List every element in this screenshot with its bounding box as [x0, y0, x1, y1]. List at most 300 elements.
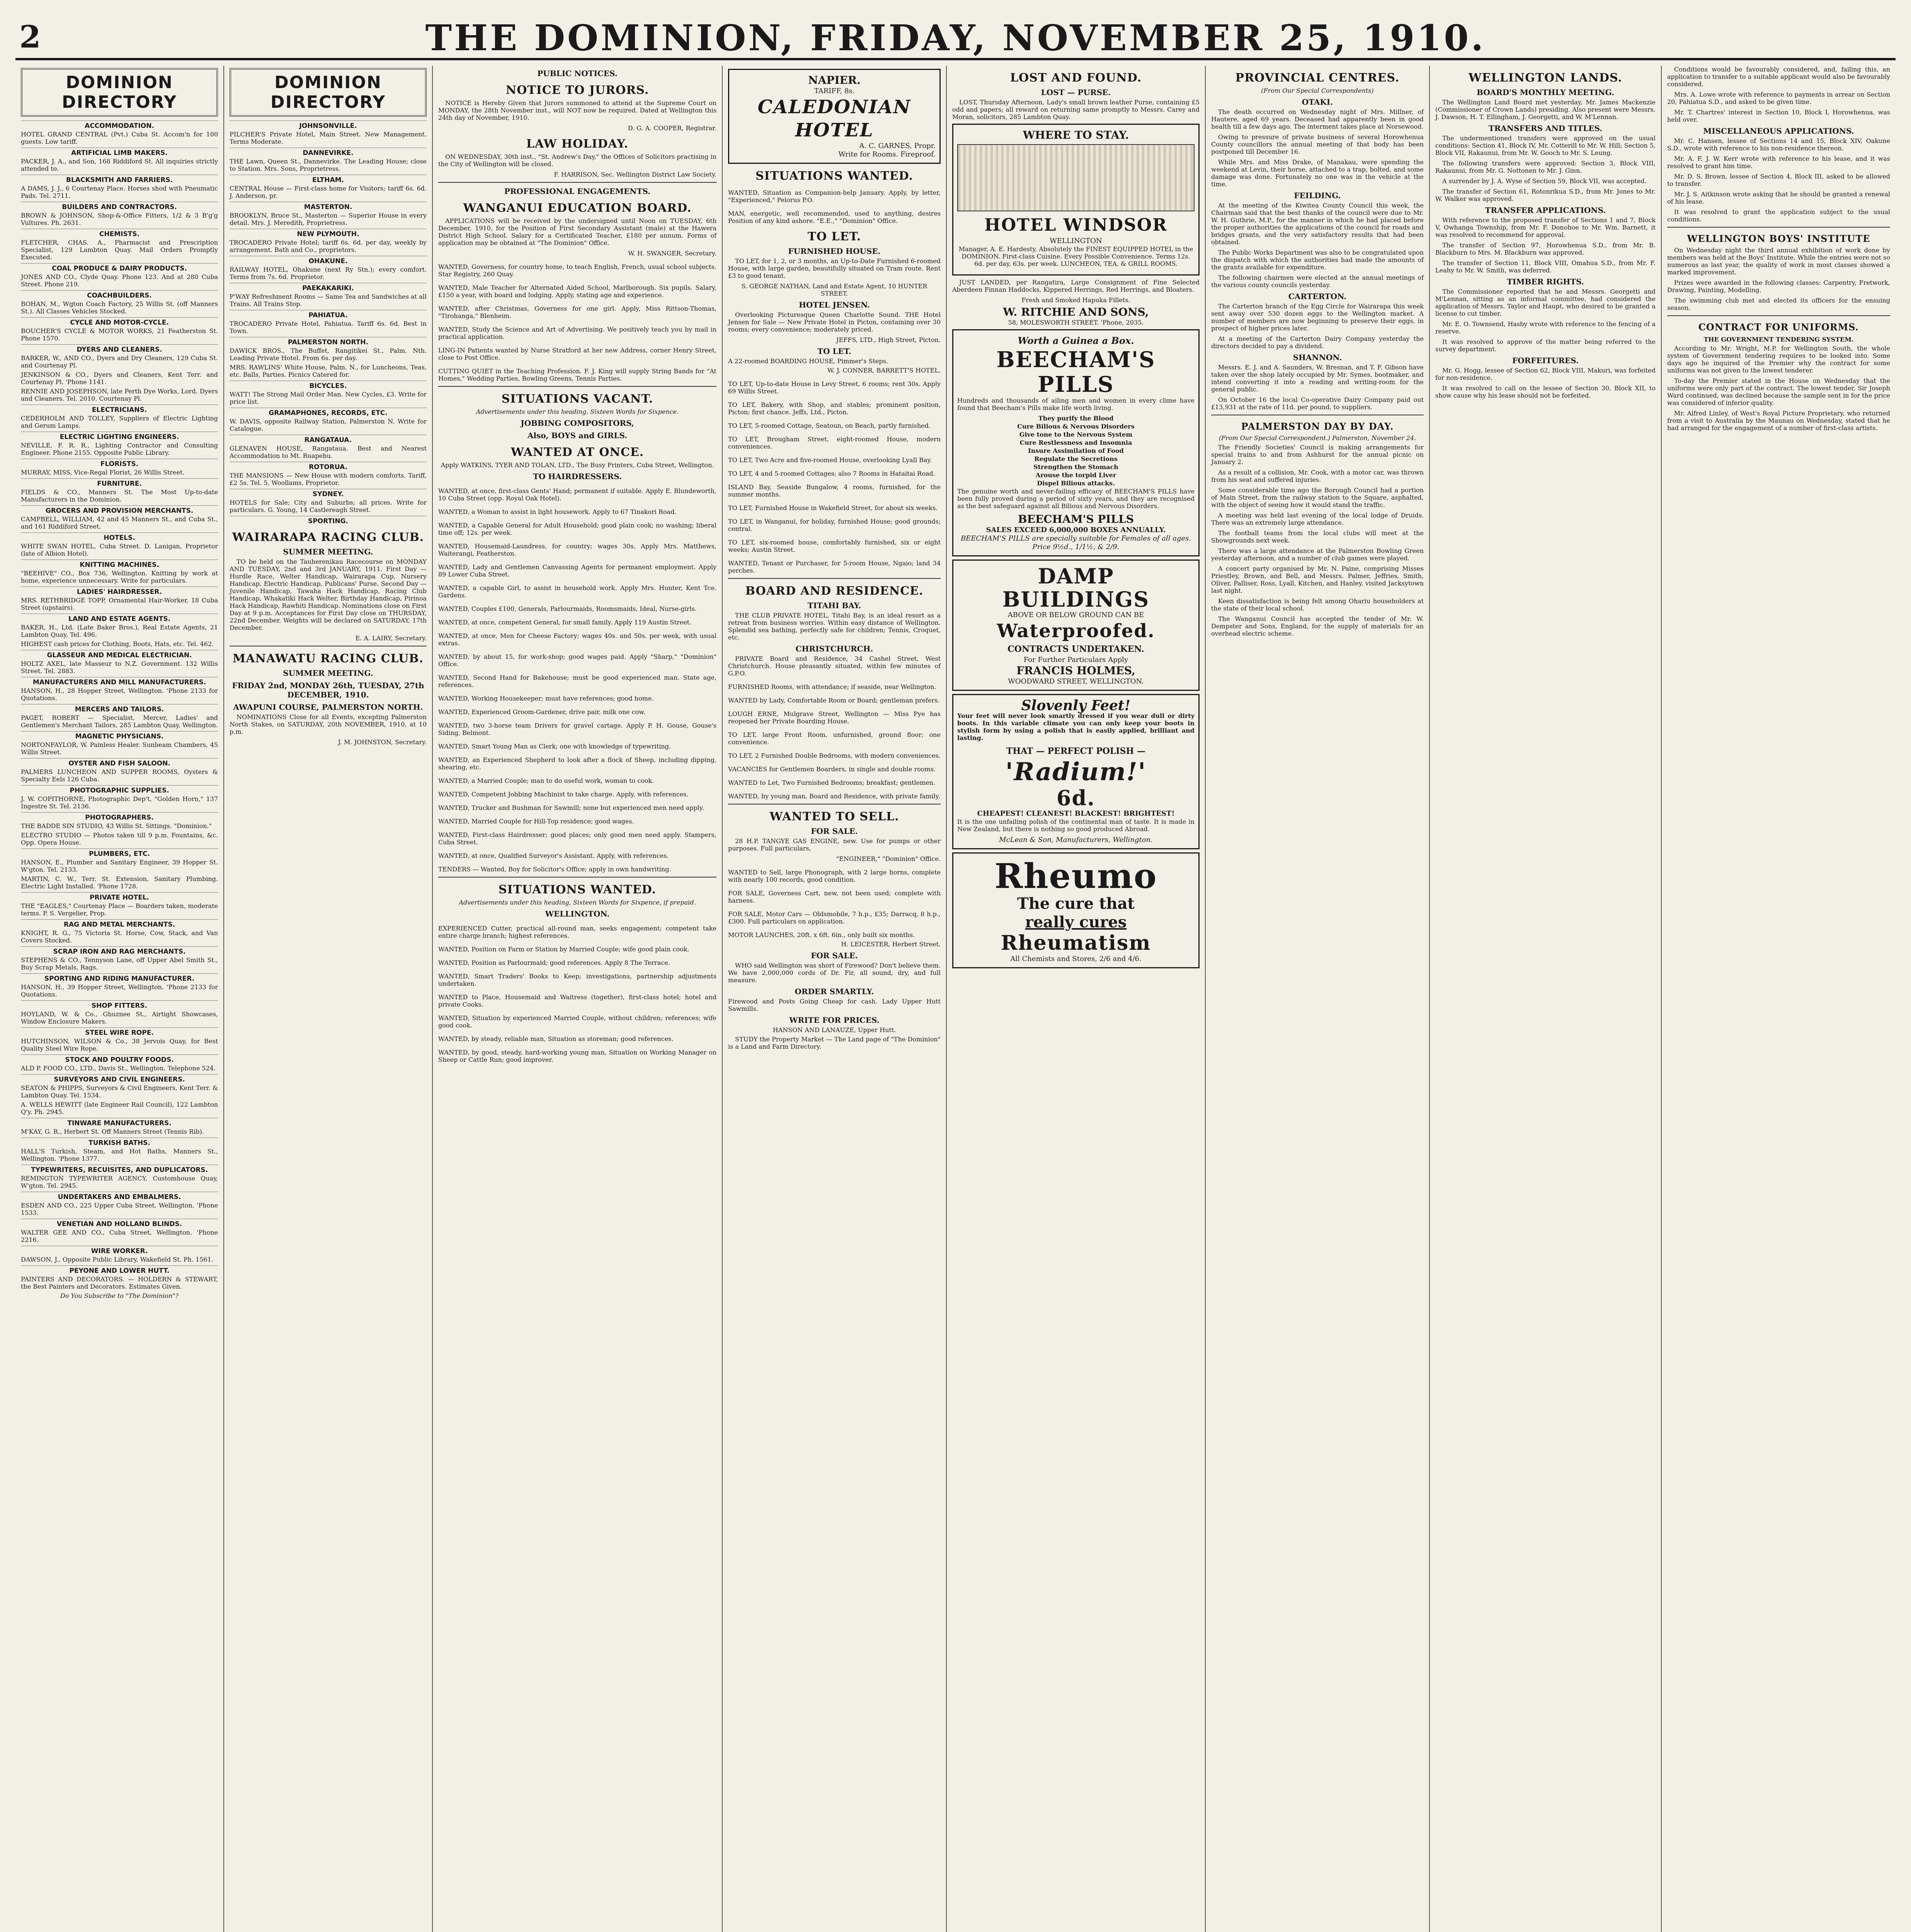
directory-entry: DAWSON, J., Opposite Public Library, Wakefield St. Ph. 1561.: [21, 1256, 213, 1263]
classified-ad: WANTED, Position as Parlourmaid; good references. Apply 8 The Terrace.: [438, 959, 670, 966]
hotel-windsor-city: WELLINGTON: [1050, 237, 1102, 245]
news-paragraph: There was a large attendance at the Palmerston Bowling Green yesterday afternoon, and a number of club games were played.: [1211, 547, 1424, 562]
column-advertisements: [947, 66, 1206, 1932]
classified-ad: WANTED, two 3-horse team Drivers for gravel cartage. Apply P. H. Gouse, Gouse's Siding, Belmont.: [438, 722, 716, 736]
transfers-body: [1435, 134, 1656, 202]
miscellaneous-heading: MISCELLANEOUS APPLICATIONS.: [1703, 126, 1854, 136]
classified-ad: WANTED, by steady, reliable man, Situation as storeman; good references.: [438, 1035, 674, 1043]
lost-purse-body: LOST, Thursday Afternoon, Lady's small brown leather Purse, containing £5 odd and papers; all reward on returning same promptly to Messrs. Carey and Moran, solicitors, 285 Lambton Quay.: [952, 99, 1200, 121]
directory-category: FLORISTS.: [21, 459, 218, 468]
classified-ad: WANTED, Tenant or Purchaser, for 5-room House, Ngaio; land 34 perches.: [728, 560, 941, 574]
uniforms-body: [1667, 345, 1890, 432]
beechams-pills-ad: [952, 329, 1200, 556]
newspaper-page: [15, 15, 1896, 1932]
slovenly-feet-heading: Slovenly Feet!: [1021, 697, 1131, 714]
directory-entry: PAINTERS AND DECORATORS. — HOLDERN & STEWART, the Best Painters and Decorators. Estimates Given.: [21, 1276, 218, 1290]
lands-heading: WELLINGTON LANDS.: [1469, 71, 1622, 85]
news-paragraph: On October 16 the local Co-operative Dairy Company paid out £13,931 at the rate of 11d. per pound, to suppliers.: [1211, 396, 1424, 411]
news-paragraph: Mr. J. S. Aitkinson wrote asking that he should be granted a renewal of his lease.: [1667, 190, 1890, 205]
classified-ad: WANTED, Experienced Groom-Gardener, drive pair, milk one cow.: [438, 708, 646, 716]
classified-ad: WANTED, a Woman to assist in light housework. Apply to 67 Tinakori Road.: [438, 508, 677, 515]
hotel-windsor-name: HOTEL WINDSOR: [984, 215, 1167, 235]
news-paragraph: To-day the Premier stated in the House on Wednesday that the uniforms were only part of the contract. The lowest tender, Sir Joseph Ward continued, was declined because the sample sent in for the price was considered of inferior quality.: [1667, 377, 1890, 406]
directory-category: ROTORUA.: [230, 462, 427, 471]
directory-category: KNITTING MACHINES.: [21, 560, 218, 569]
classified-ad: WANTED to Place, Housemaid and Waitress (together), first-class hotel; hotel and private Cooks.: [438, 993, 716, 1008]
directory-category: BICYCLES.: [230, 381, 427, 390]
classified-ad: WANTED to Sell, large Phonograph, with 2 large horns, complete with nearly 100 records, good condition.: [728, 869, 941, 883]
classified-ad: FOR SALE, Motor Cars — Oldsmobile, 7 h.p., £35; Darracq, 8 h.p., £300. Full particulars on application.: [728, 910, 941, 925]
news-paragraph: A concert party organised by Mr. N. Paine, comprising Misses Priestley, Brown, and Bell, and Messrs. Palmer, Jeffries, Smith, Oliver, Palliser, Ross, Lyall, Kitchen, and Hanley, visited Jacksytown last night.: [1211, 565, 1424, 594]
hotel-rooms: Write for Rooms. Fireproof.: [838, 150, 936, 158]
subscribe-note: Do You Subscribe to "The Dominion"?: [60, 1292, 179, 1299]
ritchie-address: 58, MOLESWORTH STREET. 'Phone, 2035.: [1008, 319, 1144, 326]
beechams-benefit: Cure Bilious & Nervous Disorders: [1017, 423, 1135, 430]
directory-category: CYCLE AND MOTOR-CYCLE.: [21, 317, 218, 327]
directory-category: DANNEVIRKE.: [230, 148, 427, 157]
education-board-signature: W. H. SWANGER, Secretary.: [628, 250, 716, 257]
news-paragraph: With reference to the proposed transfer of Sections 1 and 7, Block V, Owhanga Township, from Mr. F. Donohoe to Mr. Wm. Barnett, it was resolved to recommend for approval.: [1435, 216, 1656, 238]
classified-ad: WANTED, Study the Science and Art of Advertising. We positively teach you by mail in practical application.: [438, 326, 716, 340]
professional-heading: PROFESSIONAL ENGAGEMENTS.: [504, 187, 651, 196]
directory-entry: A. WELLS HEWITT (late Engineer Rail Council), 122 Lambton Q'y. Ph. 2945.: [21, 1101, 218, 1116]
miscellaneous-body: [1667, 137, 1890, 223]
directory-entry: TROCADERO Private Hotel; tariff 6s. 6d. per day, weekly by arrangement. Bath and Co., proprietors.: [230, 239, 427, 253]
directory-entry: KNIGHT, R. G., 75 Victoria St. Horse, Cow, Stack, and Van Covers Stocked.: [21, 929, 218, 944]
directory-entry: REMINGTON TYPEWRITER AGENCY, Customhouse Quay, W'gton. Tel. 2945.: [21, 1175, 218, 1189]
palmerston-heading: PALMERSTON DAY BY DAY.: [1241, 421, 1394, 432]
buildings-heading: BUILDINGS: [1002, 587, 1150, 612]
racing-signature: E. A. LAIRY, Secretary.: [355, 634, 427, 642]
news-paragraph: Conditions would be favourably considered, and, failing this, an application to transfer to a suitable applicant would also be favourably considered.: [1667, 66, 1890, 88]
directory-entry: RAILWAY HOTEL, Ohakune (next Ry Stn.); every comfort. Terms from 7s. 6d. Proprietor.: [230, 266, 427, 281]
law-holiday-signature: F. HARRISON, Sec. Wellington District Law Society.: [554, 171, 716, 178]
professional-list: [438, 263, 716, 382]
directory-category: BLACKSMITH AND FARRIERS.: [21, 175, 218, 184]
radium-that: THAT — PERFECT POLISH —: [1006, 746, 1146, 756]
classified-ad: TO LET, six-roomed house, comfortably furnished, six or eight weeks; Austin Street.: [728, 539, 941, 553]
directory-entry: DAWICK BROS., The Buffet, Rangitikei St., Palm. Nth. Leading Private Hotel. From 6s. per day.: [230, 347, 427, 362]
shannon-heading: SHANNON.: [1293, 353, 1342, 362]
directory-category: SPORTING AND RIDING MANUFACTURER.: [21, 973, 218, 983]
wanted-to-sell-heading: WANTED TO SELL.: [769, 810, 899, 823]
news-paragraph: The Commissioner reported that he and Messrs. Georgetti and M'Lennan, sitting as an informal committee, had considered the application of Messrs. Taylor and Haupt, who desired to be granted a license to cut timber.: [1435, 288, 1656, 317]
classified-ad: WANTED, First-class Hairdresser; good places; only good men need apply. Stampers, Cuba Street.: [438, 831, 716, 846]
news-paragraph: The swimming club met and elected its officers for the ensuing season.: [1667, 297, 1890, 311]
directory-category: RANGATAUA.: [230, 435, 427, 444]
tariff-label: TARIFF, 8s.: [814, 87, 855, 95]
directory-entry: ESDEN AND CO., 225 Upper Cuba Street, Wellington. 'Phone 1533.: [21, 1202, 218, 1216]
classified-ad: WANTED, Competent Jobbing Machinist to take charge. Apply, with references.: [438, 791, 689, 798]
beechams-body: The genuine worth and never-failing efficacy of BEECHAM'S PILLS have been fully proved during a period of sixty years, and they are recognised as the best safeguard against all Bilious and Nervous Disorders.: [957, 488, 1195, 510]
shannon-body: [1211, 364, 1424, 411]
where-to-stay-label: WHERE TO STAY.: [1023, 129, 1129, 141]
manawatu-signature: J. M. JOHNSTON, Secretary.: [338, 738, 427, 746]
uniforms-subheading: THE GOVERNMENT TENDERING SYSTEM.: [1703, 336, 1854, 343]
forfeitures-body: [1435, 367, 1656, 399]
classified-ad: WANTED, Situation by experienced Married Couple, without children; references; wife good cook.: [438, 1014, 716, 1029]
column-directory-2: [224, 66, 433, 1932]
directory-entry: THE BADDE SIN STUDIO, 43 Willis St. Sittings. "Dominion.": [21, 822, 212, 830]
racing-body: TO be held on the Tauherenikau Racecourse on MONDAY AND TUESDAY, 2nd and 3rd JANUARY, 1911. First Day — Hurdle Race, Welter Handicap, Wairarapa Cup, Nursery Handicap, Electric Handicap, Publicans' Purse. Second Day — Juvenile Handicap, Tawaha Hack Handicap, Racing Club Handicap, Whakatiki Hack Welter, Birthday Handicap, Pirinoa Hack Handicap, Rawhiti Handicap. Nominations close on First Day at 9 p.m. Acceptances for First Day close on THURSDAY, 22nd December. Weights will be declared on SATURDAY, 17th December.: [230, 558, 427, 631]
radium-claims: CHEAPEST! CLEANEST! BLACKEST! BRIGHTEST!: [977, 810, 1175, 818]
classified-ad: LING-IN Patients wanted by Nurse Stratford at her new Address, corner Henry Street, close to Post Office.: [438, 347, 716, 361]
furnished-house-signature: S. GEORGE NATHAN, Land and Estate Agent, 10 HUNTER STREET.: [741, 282, 927, 297]
directory-category: PHOTOGRAPHERS.: [21, 812, 218, 821]
prices-signature: HANSON AND LANAUZE, Upper Hutt.: [773, 1026, 896, 1034]
directory-entry: A DAMS, J. J., 6 Courtenay Place. Horses shod with Pneumatic Pads. Tel. 2711.: [21, 185, 218, 199]
column-notices: [433, 66, 723, 1932]
news-paragraph: Mr. D. S. Brown, lessee of Section 4, Block III, asked to be allowed to transfer.: [1667, 173, 1890, 187]
racing-subheading: SUMMER MEETING.: [283, 547, 373, 556]
news-paragraph: A surrender by J. A. Wyse of Section 59, Block VII, was accepted.: [1442, 177, 1647, 185]
classified-ad: TO LET, 5-roomed Cottage, Seatoun, on Beach, partly furnished.: [728, 422, 931, 429]
directory-list: [21, 121, 218, 1290]
directory-entry: BOUCHER'S CYCLE & MOTOR WORKS, 21 Featherston St. Phone 1570.: [21, 327, 218, 342]
ritchie-name: W. RITCHIE AND SONS,: [1003, 306, 1149, 318]
directory-entry: HANSON, H., 28 Hopper Street, Wellington. 'Phone 2133 for Quotations.: [21, 687, 218, 702]
directory-entry: HOTEL GRAND CENTRAL (Pvt.) Cuba St. Accom'n for 100 guests. Low tariff.: [21, 131, 218, 145]
classified-ad: WANTED, Trucker and Bushman for Sawmill; none but experienced men need apply.: [438, 804, 704, 811]
beechams-benefit: Give tone to the Nervous System: [1019, 431, 1133, 438]
beechams-logo: BEECHAM'S PILLS: [996, 347, 1155, 397]
titahi-body: THE CLUB PRIVATE HOTEL, Titahi Bay, is an ideal resort as a retreat from business worries. Within easy distance of Wellington. Splendid sea bathing, perfectly safe for children; Tennis, Croquet, etc.: [728, 612, 941, 641]
directory-heading: DOMINION DIRECTORY: [21, 68, 218, 117]
order-heading: ORDER SMARTLY.: [795, 987, 874, 996]
hotel-jensen-body: Overlooking Picturesque Queen Charlotte Sound. THE Hotel Jensen for Sale — New Private Hotel in Picton, containing over 30 rooms; every convenience; moderately priced.: [728, 311, 941, 333]
timber-body: [1435, 288, 1656, 353]
jurors-heading: NOTICE TO JURORS.: [505, 83, 649, 97]
napier-label: NAPIER.: [808, 74, 861, 87]
column-classified: [723, 66, 947, 1932]
board-heading: BOARD AND RESIDENCE.: [745, 584, 924, 598]
lands-continued: [1667, 66, 1890, 123]
directory-entry: HIGHEST cash prices for Clothing, Boots, Hats, etc. Tel. 462.: [21, 640, 214, 648]
news-paragraph: The transfer of Section 11, Block VIII, Omahua S.D., from Mr. F. Leahy to Mr. W. Smith, was deferred.: [1435, 259, 1656, 274]
news-paragraph: The transfer of Section 61, Rotonrikua S.D., from Mr. Jones to Mr. W. Walker was approved.: [1435, 188, 1656, 202]
for-sale-signature: "ENGINEER," "Dominion" Office.: [836, 855, 941, 862]
beechams-benefit: Dispel Bilious attacks.: [1037, 480, 1115, 487]
wanted-list: [438, 925, 716, 1063]
law-holiday-body: ON WEDNESDAY, 30th inst., "St. Andrew's Day," the Offices of Solicitors practising in the City of Wellington will be closed.: [438, 153, 716, 168]
transfer-applications-body: [1435, 216, 1656, 274]
classified-ad: WANTED, Married Couple for Hill-Top residence; good wages.: [438, 818, 634, 825]
directory-entry: HOTELS for Sale; City and Suburbs; all prices. Write for particulars. G. Young, 14 Castlereagh Street.: [230, 499, 427, 514]
carterton-heading: CARTERTON.: [1288, 292, 1347, 301]
directory-entry: WALTER GEE AND CO., Cuba Street, Wellington. 'Phone 2216.: [21, 1229, 218, 1243]
column-lands: [1430, 66, 1662, 1932]
news-paragraph: The Carterton branch of the Egg Circle for Wairarapa this week sent away over 530 dozen eggs to the Wellington market. A number of members are now beginning to preserve their eggs, in prospect of higher prices later.: [1211, 303, 1424, 332]
provincial-heading: PROVINCIAL CENTRES.: [1235, 71, 1400, 85]
directory-category: RAG AND METAL MERCHANTS.: [21, 919, 218, 929]
classified-ad: WANTED, Second Hand for Bakehouse; must be good experienced man. State age, references.: [438, 674, 716, 689]
classified-ad: WANTED, an Experienced Shepherd to look after a flock of Sheep, including dipping, shearing, etc.: [438, 756, 716, 771]
news-paragraph: The Friendly Societies' Council is making arrangements for special trains to and from Ashhurst for the annual picnic on January 2.: [1211, 444, 1424, 466]
racing-heading: WAIRARAPA RACING CLUB.: [232, 531, 424, 544]
hotel-jensen-signature: JEFFS, LTD., High Street, Picton.: [836, 336, 941, 344]
education-board-body: APPLICATIONS will be received by the undersigned until Noon on TUESDAY, 6th December, 1910, for the Position of First Secondary Assistant (male) at the Hawera District High School. Salary for a Certificated Teacher, £180 per annum. Forms of application may be obtained at "The Dominion" Office.: [438, 217, 716, 247]
christchurch-heading: CHRISTCHURCH.: [795, 644, 873, 653]
rheumo-logo: Rheumo: [994, 856, 1157, 896]
directory-category: STOCK AND POULTRY FOODS.: [21, 1054, 218, 1064]
radium-maker: McLean & Son, Manufacturers, Wellington.: [999, 836, 1153, 844]
classified-ad: FOR SALE, Governess Cart, new, not been used; complete with harness.: [728, 889, 941, 904]
news-paragraph: It was resolved to call on the lessee of Section 30, Block XII, to show cause why his lease should not be forfeited.: [1435, 384, 1656, 399]
classified-ad: WANTED, Male Teacher for Alternated Aided School, Marlborough. Six pupils. Salary, £150 a year, with board and lodging. Apply, stating age and experience.: [438, 284, 716, 299]
directory-category: PRIVATE HOTEL.: [21, 892, 218, 901]
beechams-benefit: Regulate the Secretions: [1034, 455, 1118, 463]
directory-category: COAL PRODUCE & DAIRY PRODUCTS.: [21, 263, 218, 272]
situations-wanted-heading: SITUATIONS WANTED.: [499, 883, 656, 896]
palmerston-body: [1211, 444, 1424, 637]
classified-ad: WANTED, at once, Men for Cheese Factory; wages 40s. and 50s. per week, with usual extras.: [438, 632, 716, 647]
for-sale-body: 28 H.P. TANGYE GAS ENGINE, new. Use for pumps or other purposes. Full particulars,: [728, 837, 941, 852]
transfers-heading: TRANSFERS AND TITLES.: [1488, 124, 1603, 133]
classified-ad: WANTED, Working Housekeeper; must have references; good home.: [438, 695, 654, 702]
news-paragraph: The transfer of Section 97, Horowhenua S.D., from Mr. B. Blackburn to Mrs. M. Blackburn was approved.: [1435, 242, 1656, 256]
feilding-heading: FEILDING.: [1294, 191, 1341, 200]
classified-ad: TO LET, Two Acre and five-roomed House, overlooking Lyall Bay.: [728, 456, 932, 464]
directory-category: MASTERTON.: [230, 202, 427, 211]
directory-entry: P'WAY Refreshment Rooms — Same Tea and Sandwiches at all Trains. All Trains Stop.: [230, 293, 427, 308]
news-paragraph: According to Mr. Wright, M.P. for Wellington South, the whole system of Government tendering requires to be looked into. Some days ago he inquired of the Premier why the contract for some uniforms was not given to the lowest tenderer.: [1667, 345, 1890, 374]
directory-category: SPORTING.: [230, 516, 427, 525]
beechams-tagline: Worth a Guinea a Box.: [1018, 335, 1134, 346]
classified-ad: TO LET, in Wanganui, for holiday, furnished House; good grounds; central.: [728, 518, 941, 532]
directory-category: PAEKAKARIKI.: [230, 283, 427, 292]
vacant-list: [438, 487, 716, 873]
forfeitures-heading: FORFEITURES.: [1512, 356, 1579, 365]
classified-ad: TO LET, 4 and 5-roomed Cottages; also 7 Rooms in Hataitai Road.: [728, 470, 935, 477]
directory-category: NEW PLYMOUTH.: [230, 229, 427, 238]
contracts-line: CONTRACTS UNDERTAKEN.: [1007, 644, 1144, 654]
classified-ad: WANTED, a Married Couple; man to do useful work, woman to cook.: [438, 777, 654, 784]
damp-subheading: ABOVE OR BELOW GROUND CAN BE: [1007, 611, 1144, 619]
directory-entry: HANSON, E., Plumber and Sanitary Engineer, 39 Hopper St. W'gton. Tel. 2133.: [21, 859, 218, 873]
news-paragraph: Mr. E. O. Townsend, Hasby wrote with reference to the fencing of a reserve.: [1435, 320, 1656, 335]
directory-category: SYDNEY.: [230, 489, 427, 498]
sale-list: [728, 869, 941, 939]
directory-entry: NEVILLE, F. R. R., Lighting Contractor and Consulting Engineer. Phone 2155. Opposite Public Library.: [21, 442, 218, 456]
manawatu-venue: AWAPUNI COURSE, PALMERSTON NORTH.: [233, 702, 423, 712]
classified-ad: ISLAND Bay, Seaside Bungalow, 4 rooms, furnished, for the summer months.: [728, 483, 941, 498]
page-number: 2: [19, 19, 41, 55]
classified-ad: WANTED, at once, Qualified Surveyor's Assistant. Apply, with references.: [438, 852, 669, 859]
furnished-house-body: TO LET, for 1, 2, or 3 months, an Up-to-Date Furnished 6-roomed House, with large garden, beautifully situated on Tram route. Rent £3 to good tenant.: [728, 257, 941, 279]
directory-category: OHAKUNE.: [230, 256, 427, 265]
classified-ad: WANTED, at once, first-class Gents' Hand; permanent if suitable. Apply E. Blundeworth, 10 Cuba Street (opp. Royal Oak Hotel).: [438, 487, 716, 502]
news-paragraph: At a meeting of the Carterton Dairy Company yesterday the directors decided to pay a dividend.: [1211, 335, 1424, 350]
directory-category: BUILDERS AND CONTRACTORS.: [21, 202, 218, 211]
damp-buildings-ad: [952, 560, 1200, 691]
directory-entry: J. W. COPITHORNE, Photographic Dep't, "Golden Horn," 137 Ingestre St. Tel. 2136.: [21, 795, 218, 810]
news-paragraph: Mr. A. F. J. W. Kerr wrote with reference to his lease, and it was resolved to grant him time.: [1667, 155, 1890, 170]
directory-entry: NORTONFAYLOR, W. Painless Healer. Sunbeam Chambers, 45 Willis Street.: [21, 741, 218, 756]
classified-ad: WANTED, Couples £100, Generals, Parlourmaids, Roomsmaids, Ideal, Nurse-girls.: [438, 605, 697, 612]
lands-subheading: BOARD'S MONTHLY MEETING.: [1477, 88, 1614, 97]
newspaper-title: THE DOMINION, FRIDAY, NOVEMBER 25, 1910.: [425, 17, 1486, 59]
news-paragraph: At the meeting of the Kiwitea County Council this week, the Chairman said that the best thanks of the council were due to Mr. W. H. Guthrie, M.P., for the manner in which he had placed before the proper authorities the applications of the council for roads and bridges grants, and the very satisfactory results that had been obtained.: [1211, 202, 1424, 246]
classified-ad: WANTED, a Capable General for Adult Household; good plain cook; no washing; liberal time off; 12s. per week.: [438, 522, 716, 536]
column-provincial: [1206, 66, 1430, 1932]
directory-entry: M'KAY, G. R., Herbert St. Off Manners Street (Tennis Rib).: [21, 1128, 204, 1135]
directory-category: ELECTRIC LIGHTING ENGINEERS.: [21, 432, 218, 441]
jurors-body: NOTICE is Hereby Given that Jurors summoned to attend at the Supreme Court on MONDAY, the 28th November inst., will NOT now be required. Dated at Wellington this 24th day of November, 1910.: [438, 99, 716, 121]
situations-vacant-note: Advertisements under this heading, Sixteen Words for Sixpence.: [476, 408, 679, 415]
directory-entry: BROWN & JOHNSON, Shop-&-Office Fitters, 1/2 & 3 B'g'g Vultures. Ph. 2631.: [21, 212, 218, 226]
news-paragraph: Mr. T. Chartres' interest in Section 10, Block I, Horowhenua, was held over.: [1667, 109, 1890, 123]
news-paragraph: Mr. C. Hansen, lessee of Sections 14 and 15, Block XIV, Oakune S.D., wrote with reference to his non-residence thereon.: [1667, 137, 1890, 152]
palmerston-subheading: (From Our Special Correspondent.) Palmerston, November 24.: [1218, 434, 1416, 442]
directory-category: FURNITURE.: [21, 478, 218, 488]
otaki-heading: OTAKI.: [1302, 97, 1333, 107]
prices-heading: WRITE FOR PRICES.: [789, 1015, 880, 1025]
directory-entry: ELECTRO STUDIO — Photos taken till 9 p.m. Fountains, &c. Opp. Opera House.: [21, 832, 218, 846]
directory-entry: FIELDS & CO., Manners St. The Most Up-to-date Manufacturers in the Dominion.: [21, 488, 218, 503]
public-notices-heading: PUBLIC NOTICES.: [537, 69, 618, 78]
directory-entry: BAKER, H., Ltd. (Late Baker Bros.), Real Estate Agents, 21 Lambton Quay. Tel. 496.: [21, 624, 218, 638]
hotel-building-illustration: [957, 144, 1195, 211]
hairdressers-heading: TO HAIRDRESSERS.: [533, 472, 622, 481]
beechams-benefit: Cure Restlessness and Insomnia: [1019, 439, 1132, 446]
directory-entry: PACKER, J. A., and Son, 168 Riddiford St. All inquiries strictly attended to.: [21, 158, 218, 172]
jobbing-apply: Apply WATKINS, TYER AND TOLAN, LTD., The Busy Printers, Cuba Street, Wellington.: [441, 461, 714, 469]
directory-category: PHOTOGRAPHIC SUPPLIES.: [21, 785, 218, 794]
boys-institute-body: [1667, 247, 1890, 311]
news-paragraph: The following transfers were approved: Section 3, Block VIII, Rakaunui, from Mr. G. Nottonen to Mr. J. Ginn.: [1435, 160, 1656, 174]
directory-category: STEEL WIRE ROPE.: [21, 1027, 218, 1037]
classified-ad: WANTED to Let, Two Furnished Bedrooms; breakfast; gentlemen.: [728, 779, 936, 786]
classified-ad: MOTOR LAUNCHES, 20ft. x 6ft. 6in., only built six months.: [728, 931, 915, 939]
directory-category: PALMERSTON NORTH.: [230, 337, 427, 346]
directory-category: PEYONE AND LOWER HUTT.: [21, 1265, 218, 1275]
feilding-body: [1211, 202, 1424, 289]
situations-wanted-note: Advertisements under this heading, Sixteen Words for Sixpence, if prepaid.: [459, 899, 696, 906]
news-paragraph: While Mrs. and Miss Drake, of Manakau, were spending the weekend at Levin, their horse, attached to a trap, bolted, and some damage was done. Fortunately no one was in the vehicle at the time.: [1211, 158, 1424, 188]
directory-entry: BROOKLYN, Bruce St., Masterton — Superior House in every detail. Mrs. J. Meredith, Proprietress.: [230, 212, 427, 226]
beechams-benefit: Arouse the torpid Liver: [1035, 471, 1116, 479]
directory-entry: HALL'S Turkish, Steam, and Hot Baths, Manners St., Wellington. 'Phone 1377.: [21, 1148, 218, 1162]
news-paragraph: The Wanganui Council has accepted the tender of Mr. W. Dempster and Sons, England, for the supply of materials for an overhead electric scheme.: [1211, 615, 1424, 637]
radium-tail: It is the one unfailing polish of the continental man of taste. It is made in New Zealand, but there is nothing so good produced Abroad.: [957, 818, 1195, 833]
directory-category: PLUMBERS, ETC.: [21, 849, 218, 858]
directory-entry: HOLTZ AXEL, late Masseur to N.Z. Government. 132 Willis Street. Tel. 2883.: [21, 660, 218, 675]
uniforms-heading: CONTRACT FOR UNIFORMS.: [1698, 321, 1859, 333]
jurors-signature: D. G. A. COOPER, Registrar.: [628, 124, 716, 132]
classified-ad: WANTED, Lady and Gentlemen Canvassing Agents for permanent employment. Apply 89 Lower Cuba Street.: [438, 563, 716, 578]
jobbing-subheading: Also, BOYS and GIRLS.: [527, 431, 628, 440]
beechams-benefit: Strengthen the Stomach: [1033, 463, 1118, 471]
francis-holmes-address: WOODWARD STREET, WELLINGTON.: [1008, 677, 1144, 685]
directory-category: MERCERS AND TAILORS.: [21, 704, 218, 713]
hotel-jensen-heading: HOTEL JENSEN.: [798, 300, 870, 310]
directory-entry: MARTIN, C. W., Terr. St. Extension, Sanitary Plumbing. Electric Light Installed. 'Phone 1728.: [21, 875, 218, 890]
news-paragraph: Some considerable time ago the Borough Council had a portion of Main Street, from the railway station to the Square, asphalted, with the object of seeing how it would stand the traffic.: [1211, 486, 1424, 509]
news-paragraph: The death occurred on Wednesday night of Mrs. Millner, of Hautere, aged 69 years. Deceased had apparently been in good health till a few days ago. The interment takes place at Norsewood.: [1211, 108, 1424, 130]
radium-price: 6d.: [1056, 786, 1096, 810]
manawatu-dates: FRIDAY 2nd, MONDAY 26th, TUESDAY, 27th DECEMBER, 1910.: [232, 681, 424, 699]
wellington-heading: WELLINGTON.: [545, 909, 610, 918]
classified-ad: TO LET, large Front Room, unfurnished, ground floor; one convenience.: [728, 731, 941, 746]
lands-intro: The Wellington Land Board met yesterday, Mr. James Mackenzie (Commissioner of Crown Lands) presiding. Also present were Messrs. J. Dawson, H. T. Ellingham, J. Georgetti, and W. M'Lennan.: [1435, 99, 1656, 121]
directory-entry: PALMERS LUNCHEON AND SUPPER ROOMS, Oysters & Specialty Eels 126 Cuba.: [21, 768, 218, 783]
classified-ad: VACANCIES for Gentlemen Boarders, in single and double rooms.: [728, 765, 936, 773]
situations-wanted-heading: SITUATIONS WANTED.: [756, 169, 913, 183]
hotel-windsor-body: Manager, A. E. Hardesty, Absolutely the FINEST EQUIPPED HOTEL in the DOMINION. First-class Cuisine. Every Possible Convenience. Terms 12s. 6d. per day, 63s. per week. LUNCHEON, TEA, & GRILL ROOMS.: [958, 245, 1193, 267]
rheumo-line-2: really cures: [1025, 913, 1127, 931]
directory-category: GROCERS AND PROVISION MERCHANTS.: [21, 505, 218, 515]
directory-category: GRAMAPHONES, RECORDS, ETC.: [230, 408, 427, 417]
radium-logo: 'Radium!': [1005, 757, 1147, 786]
boys-institute-heading: WELLINGTON BOYS' INSTITUTE: [1687, 233, 1870, 244]
classified-ad: WANTED, after Christmas, Governess for one girl. Apply, Miss Rittson-Thomas, "Tirohanga," Blenheim.: [438, 305, 716, 320]
classified-ad: MAN, energetic, well recommended, used to anything, desires Position of any kind ashore. "E.E.," "Dominion" Office.: [728, 210, 941, 224]
classified-ad: TO LET, Up-to-date House in Levy Street, 6 rooms; rent 30s. Apply 69 Willis Street.: [728, 380, 941, 395]
provincial-subheading: (From Our Special Correspondents): [1261, 87, 1374, 94]
timber-heading: TIMBER RIGHTS.: [1507, 277, 1584, 286]
news-paragraph: The Public Works Department was also to be congratulated upon the dispatch with which the authorities had made the amounts of the grants available for expenditure.: [1211, 249, 1424, 271]
for-sale-2-heading: FOR SALE.: [811, 951, 858, 960]
manawatu-subheading: SUMMER MEETING.: [283, 668, 373, 678]
directory-category: SURVEYORS AND CIVIL ENGINEERS.: [21, 1074, 218, 1083]
directory-category: OYSTER AND FISH SALOON.: [21, 758, 218, 767]
classified-ad: TENDERS — Wanted, Boy for Solicitor's Office; apply in own handwriting.: [438, 866, 671, 873]
classified-ad: WANTED, by about 15, for work-shop; good wages paid. Apply "Sharp," "Dominion" Office.: [438, 653, 716, 668]
radium-polish-ad: [952, 694, 1200, 849]
directory-entry: W. DAVIS, opposite Railway Station, Palmerston N. Write for Catalogue.: [230, 418, 427, 432]
directory-entry: THE MANSIONS — New House with modern comforts. Tariff, £2 5s. Tel. 5. Woollams, Proprietor.: [230, 472, 427, 486]
directory-category: ACCOMMODATION.: [21, 121, 218, 130]
classified-ad: WANTED, Position on Farm or Station by Married Couple; wife good plain cook.: [438, 946, 689, 953]
education-board-heading: WANGANUI EDUCATION BOARD.: [463, 201, 692, 215]
column-directory-1: [15, 66, 224, 1932]
haddocks-body: JUST LANDED, per Rangatira, Large Consignment of Fine Selected Aberdeen Finnan Haddocks, Kippered Herrings, Red Herrings, and Bloaters.: [952, 279, 1200, 293]
carterton-body: [1211, 303, 1424, 350]
rheumo-line-3: Rheumatism: [1001, 931, 1151, 955]
study-body: STUDY the Property Market — The Land page of "The Dominion" is a Land and Farm Directory.: [728, 1036, 941, 1050]
manawatu-heading: MANAWATU RACING CLUB.: [233, 652, 424, 665]
directory-entry: THE Lawn, Queen St., Dannevirke. The Leading House; close to Station. Mrs. Sons, Proprietress.: [230, 158, 427, 172]
directory-category: ELTHAM.: [230, 175, 427, 184]
damp-heading: DAMP: [1038, 564, 1114, 588]
hotel-windsor-ad: [952, 124, 1200, 276]
order-body: Firewood and Posts Going Cheap for cash. Lady Upper Hutt Sawmills.: [728, 998, 941, 1012]
directory-category: MANUFACTURERS AND MILL MANUFACTURERS.: [21, 677, 218, 686]
directory-entry: FLETCHER, CHAS. A., Pharmacist and Prescription Specialist, 129 Lambton Quay. Mail Orders Promptly Executed.: [21, 239, 218, 261]
divider: [438, 386, 716, 387]
divider: [728, 578, 941, 579]
wanted-at-once: WANTED AT ONCE.: [511, 446, 644, 459]
directory-category: JOHNSONVILLE.: [230, 121, 427, 130]
directory-category: ARTIFICIAL LIMB MAKERS.: [21, 148, 218, 157]
news-paragraph: As a result of a collision, Mr. Cook, with a motor car, was thrown from his seat and suffered injuries.: [1211, 469, 1424, 483]
directory-entry: JONES AND CO., Clyde Quay. Phone 123. And at 280 Cuba Street. Phone 219.: [21, 273, 218, 288]
classified-ad: TO LET, Bakery, with Shop, and stables; prominent position, Picton; first chance. Jeffs, Ltd., Picton.: [728, 401, 941, 416]
directory-entry: MRS. RAWLINS' White House, Palm. N., for Luncheons, Teas, etc. Balls, Parties. Picnics Catered for.: [230, 364, 427, 378]
classified-ad: WANTED, Situation as Companion-help January. Apply, by letter, "Experienced," Pelorus P.O.: [728, 189, 941, 204]
classified-ad: WANTED, Smart Traders' Books to Keep; investigations, partnership adjustments undertaken.: [438, 973, 716, 987]
directory-category: TYPEWRITERS, RECUISITES, AND DUPLICATORS.: [21, 1165, 218, 1174]
masthead: [15, 15, 1896, 60]
news-paragraph: Mr. Alfred Linley, of West's Royal Picture Proprietary, who returned from a visit to Australia by the Maunau on Wednesday, stated that he had arranged for the engagement of a number of first-class artists.: [1667, 410, 1890, 432]
directory-entry: MRS. RETHBRIDGE TOPP, Ornamental Hair-Worker, 18 Cuba Street (upstairs).: [21, 597, 218, 611]
news-paragraph: Mrs. A. Lowe wrote with reference to payments in arrear on Section 20, Pahiatua S.D., and asked to be given time.: [1667, 91, 1890, 105]
news-paragraph: On Wednesday night the third annual exhibition of work done by members was held at the Boys' Institute. While the entries were not so numerous as last year, the quality of work in most classes showed a marked improvement.: [1667, 247, 1890, 276]
classified-ad: TO LET, 2 Furnished Double Bedrooms, with modern conveniences.: [728, 752, 941, 759]
directory-category: GLASSEUR AND MEDICAL ELECTRICIAN.: [21, 650, 218, 659]
hotel-name: CALEDONIAN HOTEL: [757, 96, 911, 141]
directory-category: SCRAP IRON AND RAG MERCHANTS.: [21, 946, 218, 956]
